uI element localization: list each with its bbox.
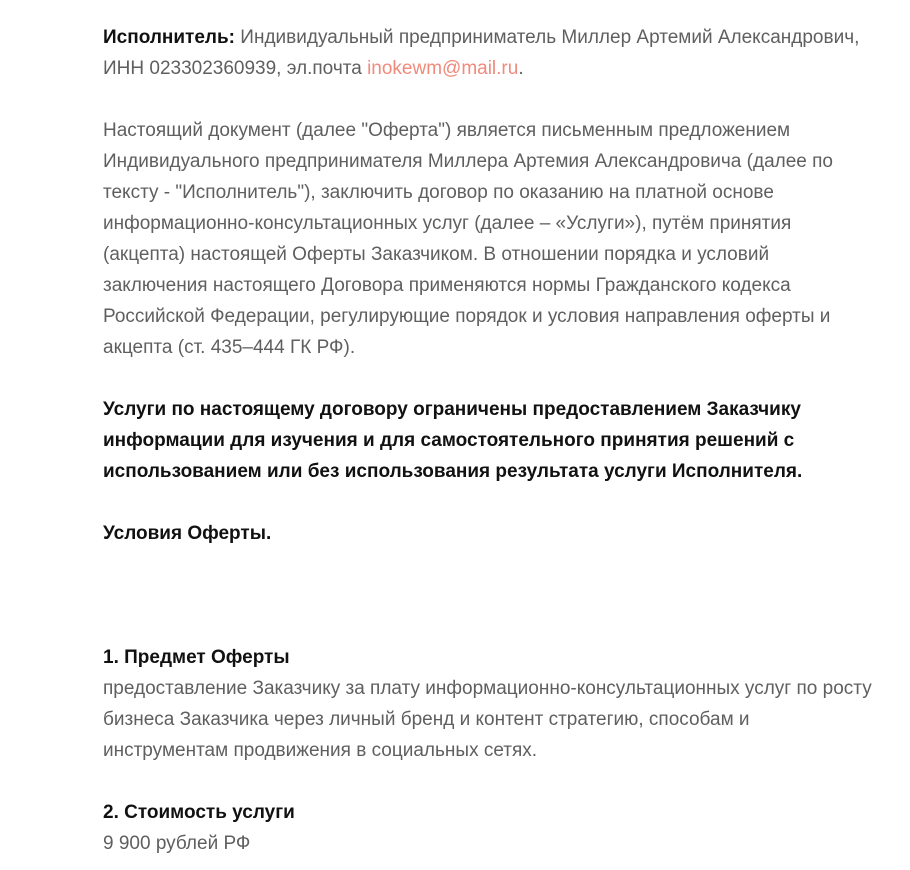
executor-email-link[interactable]: inokewm@mail.ru: [367, 58, 519, 79]
section-2-title: 2. Стоимость услуги: [103, 802, 295, 823]
notice-paragraph: Услуги по настоящему договору ограничены предоставлением Заказчику информации для изучения и для самостоятельного принятия решений с использованием или без использования результата услуги Исполнителя.: [103, 399, 803, 482]
intro-paragraph: Настоящий документ (далее "Оферта") является письменным предложением Индивидуального предпринимателя Миллера Артемия Александровича (далее по тексту - "Исполнитель"), заключить договор по оказанию на платной основе информационно-консультационных услуг (далее – «Услуги»), путём принятия (акцепта) настоящей Оферты Заказчиком. В отношении порядка и условий заключения настоящего Договора применяются нормы Гражданского кодекса Российской Федерации, регулирующие порядок и условия направления оферты и акцепта (ст. 435–444 ГК РФ).: [103, 120, 833, 358]
executor-label: Исполнитель:: [103, 27, 236, 48]
section-2-body: 9 900 рублей РФ: [103, 833, 251, 854]
spacer: [103, 363, 873, 394]
spacer: [103, 549, 873, 642]
section-1-body: предоставление Заказчику за плату информационно-консультационных услуг по росту бизнеса Заказчика через личный бренд и контент стратегию, способам и инструментам продвижения в социальных сетях.: [103, 678, 872, 761]
conditions-title: Условия Оферты.: [103, 523, 272, 544]
executor-paragraph: [103, 22, 873, 84]
executor-text: Индивидуальный предприниматель Миллер Артемий Александрович, ИНН 023302360939, эл.почта: [103, 27, 860, 79]
section-1-title: 1. Предмет Оферты: [103, 647, 290, 668]
executor-period: .: [518, 58, 524, 79]
offer-document: [103, 22, 873, 859]
spacer: [103, 487, 873, 518]
spacer: [103, 84, 873, 115]
spacer: [103, 766, 873, 797]
